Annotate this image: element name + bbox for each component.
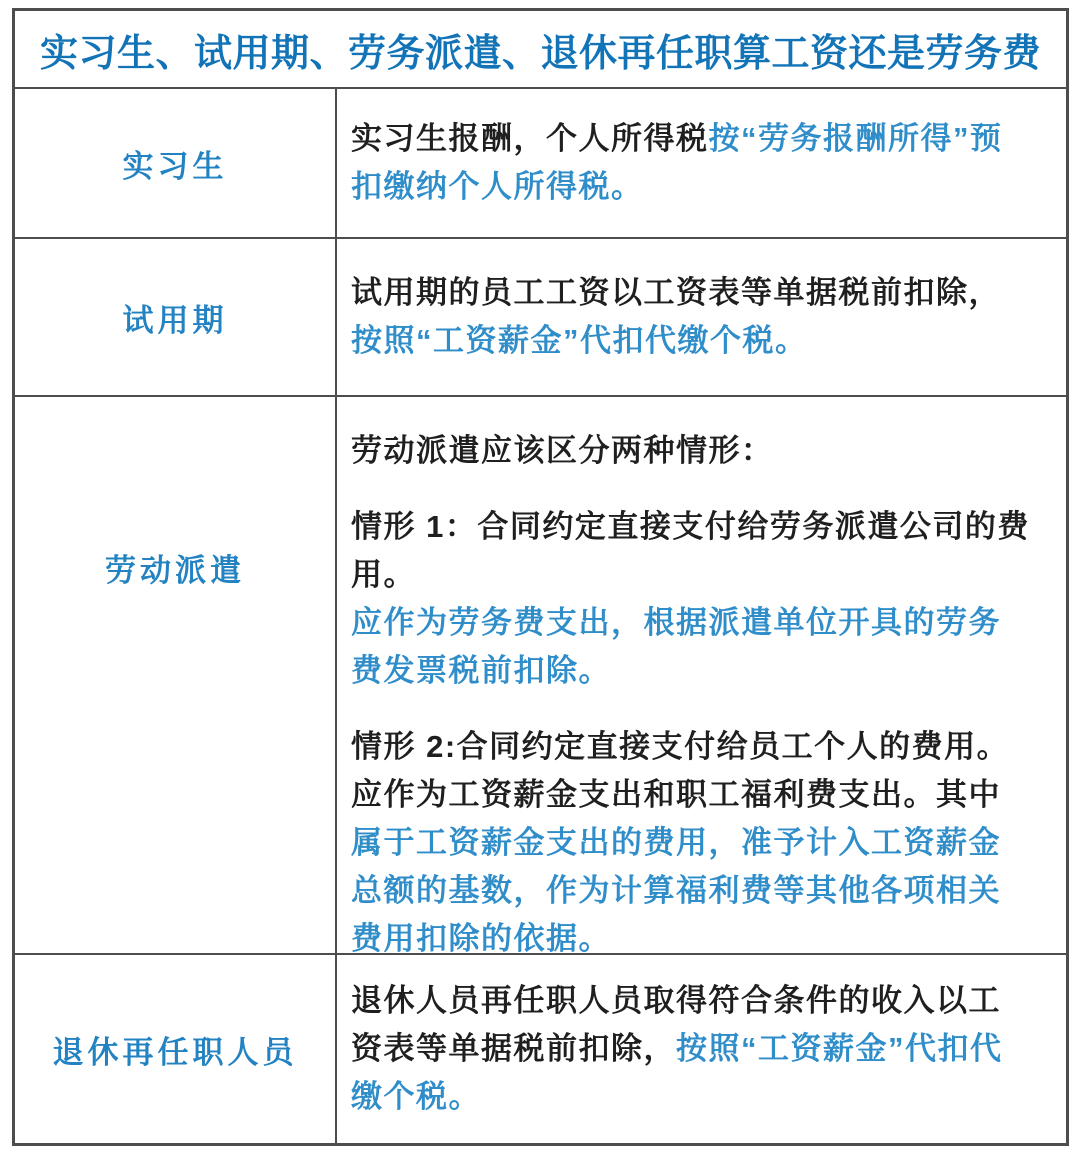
table-row-probation [15,239,1066,397]
row-label-text: 试用期 [122,302,228,338]
paragraph [351,977,1032,1121]
row-content-retired-rehired [337,955,1066,1143]
table-row-retired-rehired [15,955,1066,1143]
row-label-text: 退休再任职人员 [52,1034,298,1070]
text-segment-dark: 试用期的员工工资以工资表等单据税前扣除， [351,275,1001,310]
table-row-labor-dispatch [15,397,1066,955]
text-segment-dark: 情形 1：合同约定直接支付给劳务派遣公司的费用。 [351,509,1030,592]
text-segment-dark: 劳动派遣应该区分两种情形： [351,433,774,468]
row-label-text: 劳动派遣 [105,553,245,588]
row-label-labor-dispatch [15,397,337,953]
table-row-intern [15,89,1066,239]
row-label-retired-rehired [15,955,337,1143]
row-label-probation [15,239,337,395]
text-segment-blue: 属于工资薪金支出的费用，准予计入工资薪金总额的基数，作为计算福利费等其他各项相关费用扣除的依据。 [351,825,1001,956]
text-segment-blue: 应作为劳务费支出，根据派遣单位开具的劳务费发票税前扣除。 [351,605,1001,688]
row-content-labor-dispatch [337,397,1066,956]
table-title: 实习生、试用期、劳务派遣、退休再任职算工资还是劳务费 [15,11,1066,89]
row-content-intern [337,89,1066,237]
text-segment-dark: 情形 2:合同约定直接支付给员工个人的费用。应作为工资薪金支出和职工福利费支出。其中 [351,729,1010,812]
row-label-intern [15,89,337,237]
text-segment-dark: 实习生报酬，个人所得税 [351,121,709,156]
paragraph [351,115,1032,211]
text-segment-blue: 按照“工资薪金”代扣代缴个税。 [351,323,808,358]
text-segment-blue: 按“劳务报酬所得”预扣缴纳个人所得税。 [351,121,1003,204]
paragraph [351,269,1032,365]
row-label-text: 实习生 [122,148,228,184]
paragraph [351,503,1032,695]
row-content-probation [337,239,1066,395]
text-segment-dark: 退休人员再任职人员取得符合条件的收入以工资表等单据税前扣除， [351,983,1001,1066]
text-segment-blue: 按照“工资薪金”代扣代缴个税。 [351,1031,1003,1114]
tax-info-table [12,8,1069,1146]
paragraph [351,427,1032,475]
paragraph [351,723,1032,963]
